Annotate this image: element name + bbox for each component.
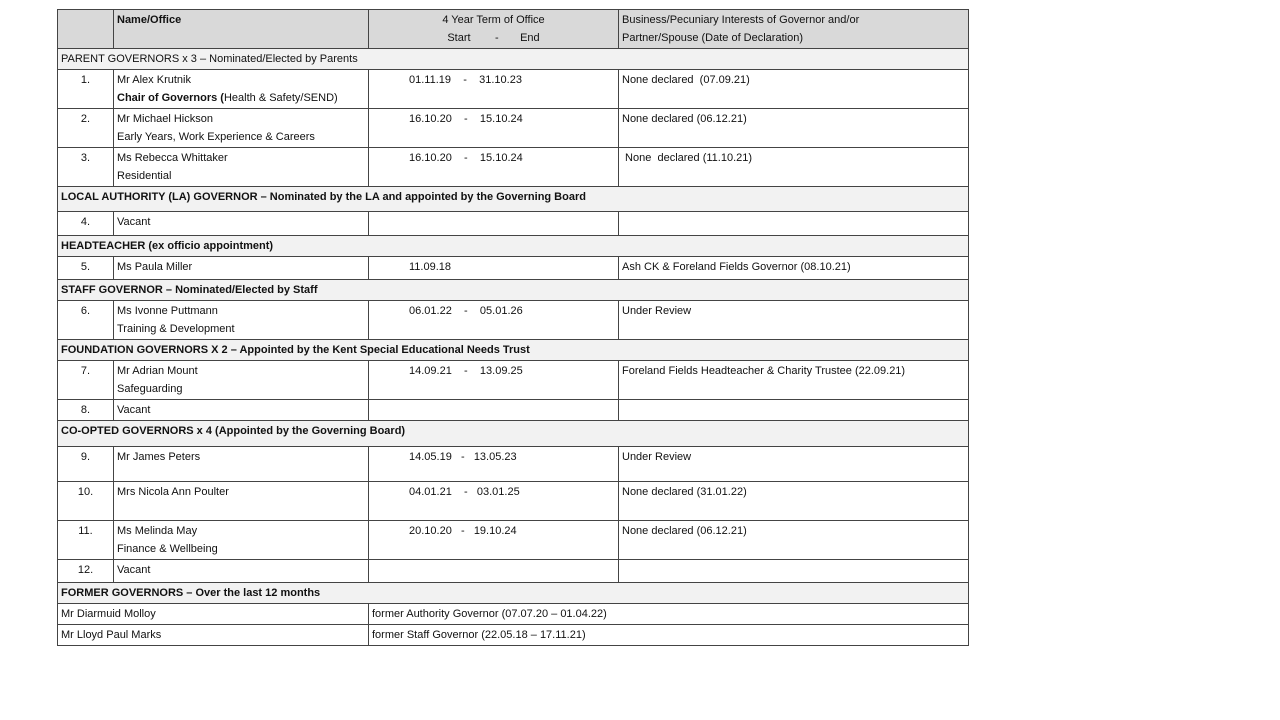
header-interests-line2: Partner/Spouse (Date of Declaration) xyxy=(622,32,803,44)
governor-name: Mr James Peters xyxy=(117,451,201,463)
row-number: 2. xyxy=(58,109,114,148)
section-title xyxy=(58,421,969,447)
governor-role-text: Safeguarding xyxy=(117,383,183,395)
term-cell: 01.11.19 - 31.10.23 xyxy=(369,70,619,109)
name-office-cell xyxy=(114,212,369,236)
former-governor-detail: former Authority Governor (07.07.20 – 01.04.22) xyxy=(369,604,969,625)
interests-cell: Under Review xyxy=(619,447,969,482)
row-number: 3. xyxy=(58,148,114,187)
governor-row xyxy=(58,301,969,340)
interests-cell: None declared (11.10.21) xyxy=(619,148,969,187)
term-cell: 20.10.20 - 19.10.24 xyxy=(369,521,619,560)
governor-row xyxy=(58,109,969,148)
interests-cell xyxy=(619,400,969,421)
governor-role-text: Residential xyxy=(117,170,172,182)
header-name-office xyxy=(114,10,369,49)
row-number: 1. xyxy=(58,70,114,109)
governor-name: Mr Alex Krutnik xyxy=(117,74,191,86)
section-header-row xyxy=(58,187,969,212)
term-cell xyxy=(369,400,619,421)
term-cell: 04.01.21 - 03.01.25 xyxy=(369,482,619,521)
header-term xyxy=(369,10,619,49)
former-governor-name: Mr Lloyd Paul Marks xyxy=(58,625,369,646)
section-title xyxy=(58,340,969,361)
governor-role xyxy=(117,380,365,398)
row-number: 9. xyxy=(58,447,114,482)
interests-cell xyxy=(619,212,969,236)
name-office-cell xyxy=(114,482,369,521)
governor-row xyxy=(58,560,969,583)
governor-name: Vacant xyxy=(117,404,151,416)
former-section-title-text: FORMER GOVERNORS – Over the last 12 months xyxy=(61,587,321,599)
row-number: 10. xyxy=(58,482,114,521)
interests-cell: Ash CK & Foreland Fields Governor (08.10.21) xyxy=(619,257,969,280)
governor-row xyxy=(58,257,969,280)
term-cell xyxy=(369,560,619,583)
section-title xyxy=(58,280,969,301)
section-header-row xyxy=(58,236,969,257)
governor-name: Vacant xyxy=(117,216,151,228)
header-term-sub: Start - End xyxy=(447,32,540,44)
term-cell: 16.10.20 - 15.10.24 xyxy=(369,109,619,148)
header-interests-line1: Business/Pecuniary Interests of Governor and/or xyxy=(622,14,860,26)
interests-cell: Foreland Fields Headteacher & Charity Trustee (22.09.21) xyxy=(619,361,969,400)
name-office-cell xyxy=(114,447,369,482)
section-header-row xyxy=(58,421,969,447)
governor-role xyxy=(117,320,365,338)
section-title-text: CO-OPTED GOVERNORS x 4 (Appointed by the Governing Board) xyxy=(61,425,406,437)
governor-role-text: Finance & Wellbeing xyxy=(117,543,218,555)
term-cell: 14.05.19 - 13.05.23 xyxy=(369,447,619,482)
governor-name: Ms Rebecca Whittaker xyxy=(117,152,228,164)
governor-role xyxy=(117,167,365,185)
former-section-title xyxy=(58,583,969,604)
governor-name: Ms Melinda May xyxy=(117,525,198,537)
governor-role xyxy=(117,540,365,558)
header-interests xyxy=(619,10,969,49)
term-cell: 06.01.22 - 05.01.26 xyxy=(369,301,619,340)
section-title xyxy=(58,49,969,70)
section-title-text: FOUNDATION GOVERNORS X 2 – Appointed by the Kent Special Educational Needs Trust xyxy=(61,344,530,356)
governor-name: Mr Michael Hickson xyxy=(117,113,213,125)
interests-cell: None declared (07.09.21) xyxy=(619,70,969,109)
governor-role-text: Early Years, Work Experience & Careers xyxy=(117,131,315,143)
governor-row xyxy=(58,482,969,521)
row-number: 6. xyxy=(58,301,114,340)
interests-cell xyxy=(619,560,969,583)
former-governor-detail: former Staff Governor (22.05.18 – 17.11.21) xyxy=(369,625,969,646)
section-title-text: STAFF GOVERNOR – Nominated/Elected by Staff xyxy=(61,284,318,296)
interests-cell: None declared (31.01.22) xyxy=(619,482,969,521)
governor-role xyxy=(117,128,365,146)
name-office-cell xyxy=(114,109,369,148)
governor-row xyxy=(58,447,969,482)
interests-cell: None declared (06.12.21) xyxy=(619,109,969,148)
governor-row xyxy=(58,148,969,187)
governors-table-body xyxy=(58,10,969,646)
section-header-row xyxy=(58,340,969,361)
name-office-cell xyxy=(114,148,369,187)
governor-row xyxy=(58,212,969,236)
header-number-cell xyxy=(58,10,114,49)
row-number: 12. xyxy=(58,560,114,583)
term-cell: 16.10.20 - 15.10.24 xyxy=(369,148,619,187)
former-governor-name: Mr Diarmuid Molloy xyxy=(58,604,369,625)
row-number: 5. xyxy=(58,257,114,280)
interests-cell: None declared (06.12.21) xyxy=(619,521,969,560)
governor-row xyxy=(58,361,969,400)
name-office-cell xyxy=(114,521,369,560)
section-title-text: LOCAL AUTHORITY (LA) GOVERNOR – Nominated by the LA and appointed by the Governing Board xyxy=(61,191,586,203)
name-office-cell xyxy=(114,361,369,400)
name-office-cell xyxy=(114,560,369,583)
section-title-text: HEADTEACHER (ex officio appointment) xyxy=(61,240,274,252)
name-office-cell xyxy=(114,70,369,109)
governor-name: Mr Adrian Mount xyxy=(117,365,198,377)
interests-cell: Under Review xyxy=(619,301,969,340)
governor-row xyxy=(58,521,969,560)
governor-name: Ms Paula Miller xyxy=(117,261,193,273)
name-office-cell xyxy=(114,257,369,280)
governor-row xyxy=(58,400,969,421)
table-header-row xyxy=(58,10,969,49)
name-office-cell xyxy=(114,400,369,421)
former-section-header-row xyxy=(58,583,969,604)
governor-role-text: Training & Development xyxy=(117,323,235,335)
governor-name: Mrs Nicola Ann Poulter xyxy=(117,486,229,498)
section-title-text: PARENT GOVERNORS x 3 – Nominated/Elected by Parents xyxy=(61,53,358,65)
term-cell: 11.09.18 xyxy=(369,257,619,280)
row-number: 8. xyxy=(58,400,114,421)
former-governor-row xyxy=(58,604,969,625)
term-cell: 14.09.21 - 13.09.25 xyxy=(369,361,619,400)
governors-table xyxy=(57,9,969,646)
governor-name: Vacant xyxy=(117,564,151,576)
governor-name: Ms Ivonne Puttmann xyxy=(117,305,218,317)
section-title xyxy=(58,187,969,212)
term-cell xyxy=(369,212,619,236)
section-header-row xyxy=(58,280,969,301)
name-office-cell xyxy=(114,301,369,340)
governor-row xyxy=(58,70,969,109)
header-name-office-label: Name/Office xyxy=(117,14,182,26)
row-number: 11. xyxy=(58,521,114,560)
row-number: 7. xyxy=(58,361,114,400)
section-header-row xyxy=(58,49,969,70)
former-governor-row xyxy=(58,625,969,646)
governor-role-text: Health & Safety/SEND) xyxy=(223,92,338,104)
governor-role xyxy=(117,89,365,107)
row-number: 4. xyxy=(58,212,114,236)
header-term-title: 4 Year Term of Office xyxy=(442,14,545,26)
section-title xyxy=(58,236,969,257)
governor-role-bold: Chair of Governors ( xyxy=(117,92,224,104)
